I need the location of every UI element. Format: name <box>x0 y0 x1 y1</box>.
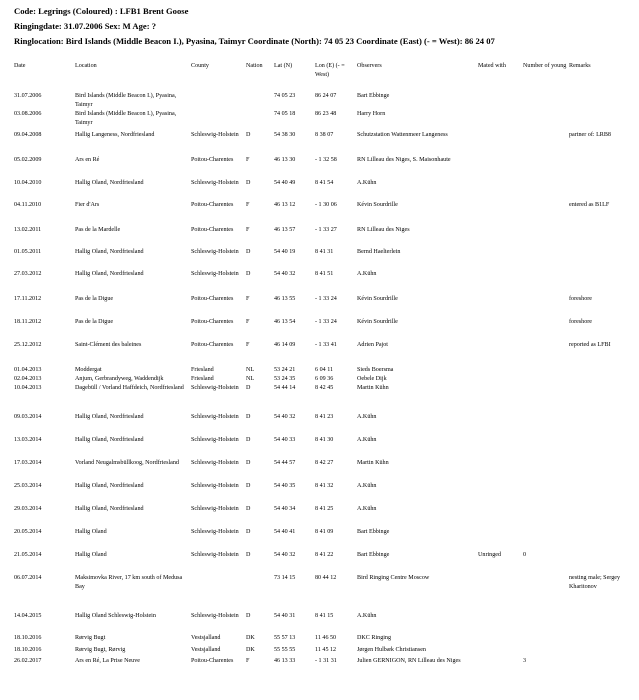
cell-observers: Martin Kühn <box>357 385 389 391</box>
cell-lat: 46 13 54 <box>274 319 296 325</box>
cell-observers: A.Kühn <box>357 483 377 489</box>
cell-location: Hallig Oland, Nordfriesland <box>75 437 144 443</box>
cell-date: 09.03.2014 <box>14 414 42 420</box>
cell-date: 13.02.2011 <box>14 227 42 233</box>
cell-lat: 54 40 19 <box>274 249 296 255</box>
cell-observers: Bart Ebbinge <box>357 529 390 535</box>
cell-date: 20.05.2014 <box>14 529 42 535</box>
cell-lat: 54 40 32 <box>274 414 296 420</box>
cell-location: Ars en Ré <box>75 157 100 163</box>
cell-county: Schleswig-Holstein <box>191 483 239 489</box>
cell-remarks: partner of: LRB8 <box>569 132 611 138</box>
cell-location: Bird Islands (Middle Beacon I.), Pyasina, Taimyr <box>75 93 177 108</box>
cell-observers: A.Kühn <box>357 180 377 186</box>
cell-lat: 54 38 30 <box>274 132 296 138</box>
cell-nation: F <box>246 157 250 163</box>
cell-county: Poitou-Charentes <box>191 296 234 302</box>
cell-date: 13.03.2014 <box>14 437 42 443</box>
cell-nation: DK <box>246 647 255 653</box>
ring-location-info: Ringlocation: Bird Islands (Middle Beacon I.), Pyasina, Taimyr Coordinate (North): 74 05 23 Coordinate (East) (- = West): 86 24 07 <box>14 36 495 46</box>
cell-date: 18.10.2016 <box>14 647 42 653</box>
cell-nation: D <box>246 460 251 466</box>
cell-nation: D <box>246 249 251 255</box>
cell-observers: Schutzstation Wattenmeer Langeness <box>357 132 448 138</box>
cell-county: Poitou-Charentes <box>191 342 234 348</box>
cell-nation: F <box>246 658 250 664</box>
cell-nation: D <box>246 483 251 489</box>
cell-location: Dagebüll / Vorland Haffdeich, Nordfriesland <box>75 385 184 391</box>
cell-nation: F <box>246 227 250 233</box>
cell-observers: A.Kühn <box>357 506 377 512</box>
cell-observers: Oebele Dijk <box>357 376 387 382</box>
cell-lat: 55 57 13 <box>274 635 296 641</box>
cell-observers: A.Kühn <box>357 437 377 443</box>
cell-nation: D <box>246 613 251 619</box>
cell-nation: D <box>246 132 251 138</box>
cell-lon: - 1 33 27 <box>315 227 337 233</box>
cell-nation: D <box>246 506 251 512</box>
cell-nation: F <box>246 202 250 208</box>
cell-location: Bird Islands (Middle Beacon I.), Pyasina, Taimyr <box>75 111 177 126</box>
cell-lon: 11 45 12 <box>315 647 337 653</box>
cell-location: Pas de la Mardelle <box>75 227 121 233</box>
cell-date: 18.11.2012 <box>14 319 42 325</box>
cell-date: 09.04.2008 <box>14 132 42 138</box>
cell-lon: - 1 33 24 <box>315 296 337 302</box>
cell-nation: D <box>246 529 251 535</box>
cell-young: 3 <box>523 658 527 664</box>
record-title: Code: Legrings (Coloured) : LFB1 Brent Goose <box>14 6 189 16</box>
cell-county: Friesland <box>191 376 214 382</box>
cell-young: 0 <box>523 552 527 558</box>
cell-county: Poitou-Charentes <box>191 202 234 208</box>
cell-county: Schleswig-Holstein <box>191 180 239 186</box>
cell-county: Schleswig-Holstein <box>191 249 239 255</box>
cell-date: 14.04.2015 <box>14 613 42 619</box>
cell-lon: 8 41 22 <box>315 552 334 558</box>
cell-lon: 8 41 09 <box>315 529 334 535</box>
cell-date: 04.11.2010 <box>14 202 42 208</box>
cell-lon: 8 42 45 <box>315 385 334 391</box>
cell-lon: 8 41 31 <box>315 249 334 255</box>
cell-location: Hallig Langeness, Nordfriesland <box>75 132 155 138</box>
cell-nation: NL <box>246 376 255 382</box>
column-header-lat: Lat (N) <box>274 63 293 69</box>
cell-lat: 54 40 35 <box>274 483 296 489</box>
cell-lon: - 1 30 06 <box>315 202 337 208</box>
cell-location: Rørvig Bugt <box>75 635 106 641</box>
cell-county: Poitou-Charentes <box>191 157 234 163</box>
cell-lat: 53 24 21 <box>274 367 296 373</box>
cell-county: Schleswig-Holstein <box>191 385 239 391</box>
cell-lon: 8 42 27 <box>315 460 334 466</box>
cell-lat: 54 40 41 <box>274 529 296 535</box>
cell-date: 27.03.2012 <box>14 271 42 277</box>
cell-observers: Julien GERNIGON, RN Lilleau des Niges <box>357 658 461 664</box>
cell-observers: RN Lilleau des Niges <box>357 227 410 233</box>
cell-location: Hallig Oland, Nordfriesland <box>75 249 144 255</box>
cell-county: Schleswig-Holstein <box>191 437 239 443</box>
cell-nation: F <box>246 342 250 348</box>
cell-county: Poitou-Charentes <box>191 319 234 325</box>
cell-lon: 6 04 11 <box>315 367 334 373</box>
cell-lat: 54 40 49 <box>274 180 296 186</box>
cell-lon: - 1 33 41 <box>315 342 337 348</box>
cell-lat: 46 13 12 <box>274 202 296 208</box>
cell-location: Pas de la Digue <box>75 296 114 302</box>
cell-lon: 8 41 15 <box>315 613 334 619</box>
cell-location: Hallig Oland, Nordfriesland <box>75 180 144 186</box>
column-header-observers: Observers <box>357 63 382 69</box>
cell-lon: 8 41 25 <box>315 506 334 512</box>
cell-county: Schleswig-Holstein <box>191 271 239 277</box>
cell-location: Fier d'Ars <box>75 202 100 208</box>
cell-nation: D <box>246 437 251 443</box>
cell-date: 25.12.2012 <box>14 342 42 348</box>
cell-observers: Sieds Boersma <box>357 367 394 373</box>
cell-location: Hallig Oland, Nordfriesland <box>75 506 144 512</box>
cell-lat: 54 40 31 <box>274 613 296 619</box>
cell-date: 18.10.2016 <box>14 635 42 641</box>
cell-lat: 54 44 14 <box>274 385 296 391</box>
cell-location: Hallig Oland, Nordfriesland <box>75 483 144 489</box>
cell-location: Anjum, Gerbrandyweg, Waddendijk <box>75 376 164 382</box>
cell-observers: Adrien Pajot <box>357 342 388 348</box>
column-header-remarks: Remarks <box>569 63 591 69</box>
cell-county: Schleswig-Holstein <box>191 613 239 619</box>
cell-date: 02.04.2013 <box>14 376 42 382</box>
cell-lat: 55 55 55 <box>274 647 296 653</box>
cell-lat: 54 40 32 <box>274 271 296 277</box>
cell-nation: D <box>246 180 251 186</box>
cell-location: Saint-Clément des baleines <box>75 342 142 348</box>
cell-lat: 54 44 57 <box>274 460 296 466</box>
cell-observers: Bart Ebbinge <box>357 552 390 558</box>
cell-nation: D <box>246 552 251 558</box>
cell-lat: 46 13 33 <box>274 658 296 664</box>
cell-lat: 54 40 33 <box>274 437 296 443</box>
ringing-info: Ringingdate: 31.07.2006 Sex: M Age: ? <box>14 21 157 31</box>
cell-location: Pas de la Digue <box>75 319 114 325</box>
column-header-date: Date <box>14 63 26 69</box>
cell-date: 05.02.2009 <box>14 157 42 163</box>
cell-nation: D <box>246 271 251 277</box>
cell-remarks: foreshore <box>569 296 593 302</box>
cell-date: 10.04.2010 <box>14 180 42 186</box>
cell-observers: RN Lilleau des Niges, S. Maisonhaute <box>357 157 451 163</box>
cell-nation: D <box>246 414 251 420</box>
cell-mated: Unringed <box>478 552 502 558</box>
cell-observers: Harry Horn <box>357 111 386 117</box>
cell-nation: D <box>246 385 251 391</box>
cell-lon: 8 41 51 <box>315 271 334 277</box>
cell-county: Poitou-Charentes <box>191 658 234 664</box>
cell-date: 01.04.2013 <box>14 367 42 373</box>
cell-lat: 46 13 55 <box>274 296 296 302</box>
cell-location: Moddergat <box>75 367 102 373</box>
cell-location: Hallig Oland <box>75 529 107 535</box>
cell-remarks: entered as B1LF <box>569 202 610 208</box>
cell-lon: 8 41 23 <box>315 414 334 420</box>
cell-lat: 53 24 35 <box>274 376 296 382</box>
cell-observers: A.Kühn <box>357 613 377 619</box>
cell-location: Maksimovka River, 17 km south of Medusa Bay <box>75 575 183 590</box>
cell-date: 17.11.2012 <box>14 296 42 302</box>
cell-observers: DKC Ringing <box>357 635 392 641</box>
cell-lat: 74 05 23 <box>274 93 296 99</box>
cell-observers: Bernd Haelterlein <box>357 249 401 255</box>
cell-date: 17.03.2014 <box>14 460 42 466</box>
cell-lon: 8 41 54 <box>315 180 334 186</box>
cell-county: Schleswig-Holstein <box>191 552 239 558</box>
cell-lat: 73 14 15 <box>274 575 296 581</box>
cell-observers: Bart Ebbinge <box>357 93 390 99</box>
cell-lon: - 1 32 58 <box>315 157 337 163</box>
cell-lat: 46 14 09 <box>274 342 296 348</box>
cell-county: Vestsjalland <box>191 647 221 653</box>
cell-remarks: foreshore <box>569 319 593 325</box>
cell-lat: 54 40 32 <box>274 552 296 558</box>
cell-location: Hallig Oland, Nordfriesland <box>75 414 144 420</box>
cell-location: Hallig Oland <box>75 552 107 558</box>
column-header-young: Number of young <box>523 63 567 69</box>
cell-lon: 8 41 30 <box>315 437 334 443</box>
cell-observers: Martin Kühn <box>357 460 389 466</box>
cell-observers: Kévin Sourdrille <box>357 202 398 208</box>
cell-county: Schleswig-Holstein <box>191 506 239 512</box>
cell-lon: 80 44 12 <box>315 575 337 581</box>
cell-lon: 6 09 36 <box>315 376 334 382</box>
cell-county: Schleswig-Holstein <box>191 529 239 535</box>
cell-county: Schleswig-Holstein <box>191 132 239 138</box>
cell-observers: Kévin Sourdrille <box>357 319 398 325</box>
cell-date: 03.08.2006 <box>14 111 42 117</box>
cell-lon: 8 41 32 <box>315 483 334 489</box>
cell-county: Friesland <box>191 367 214 373</box>
cell-county: Schleswig-Holstein <box>191 460 239 466</box>
cell-lon: 8 38 07 <box>315 132 334 138</box>
cell-county: Vestsjalland <box>191 635 221 641</box>
cell-observers: A.Kühn <box>357 414 377 420</box>
cell-county: Schleswig-Holstein <box>191 414 239 420</box>
cell-date: 31.07.2006 <box>14 93 42 99</box>
cell-date: 29.03.2014 <box>14 506 42 512</box>
cell-lon: - 1 33 24 <box>315 319 337 325</box>
cell-remarks: nesting male; Sergey Kharitonov <box>569 575 620 590</box>
cell-location: Hallig Oland, Nordfriesland <box>75 271 144 277</box>
cell-location: Hallig Oland Schleswig-Holstein <box>75 613 156 619</box>
cell-observers: A.Kühn <box>357 271 377 277</box>
cell-nation: F <box>246 319 250 325</box>
cell-observers: Bird Ringing Centre Moscow <box>357 575 430 581</box>
cell-lat: 46 13 57 <box>274 227 296 233</box>
cell-remarks: reported as LFBI <box>569 342 611 348</box>
cell-location: Vorland Neugalmsbüllkoog, Nordfriesland <box>75 460 179 466</box>
cell-date: 10.04.2013 <box>14 385 42 391</box>
cell-nation: DK <box>246 635 255 641</box>
cell-lat: 74 05 18 <box>274 111 296 117</box>
column-header-mated: Mated with <box>478 63 506 69</box>
cell-lon: - 1 31 31 <box>315 658 337 664</box>
cell-nation: F <box>246 296 250 302</box>
cell-date: 06.07.2014 <box>14 575 42 581</box>
column-header-county: County <box>191 63 209 69</box>
cell-county: Poitou-Charentes <box>191 227 234 233</box>
column-header-lon: Lon (E) (- = West) <box>315 63 345 78</box>
cell-lon: 86 23 48 <box>315 111 337 117</box>
column-header-location: Location <box>75 63 97 69</box>
column-header-nation: Nation <box>246 63 263 69</box>
cell-nation: NL <box>246 367 255 373</box>
cell-date: 26.02.2017 <box>14 658 42 664</box>
cell-date: 21.05.2014 <box>14 552 42 558</box>
cell-lat: 46 13 30 <box>274 157 296 163</box>
cell-date: 01.05.2011 <box>14 249 42 255</box>
cell-location: Ars en Ré, La Prise Neuve <box>75 658 140 664</box>
cell-lat: 54 40 34 <box>274 506 296 512</box>
cell-location: Rørvig Bugt, Rørvig <box>75 647 126 653</box>
cell-observers: Kévin Sourdrille <box>357 296 398 302</box>
cell-date: 25.03.2014 <box>14 483 42 489</box>
cell-observers: Jørgen Hulbæk Christiansen <box>357 647 426 653</box>
cell-lon: 11 46 50 <box>315 635 337 641</box>
cell-lon: 86 24 07 <box>315 93 337 99</box>
